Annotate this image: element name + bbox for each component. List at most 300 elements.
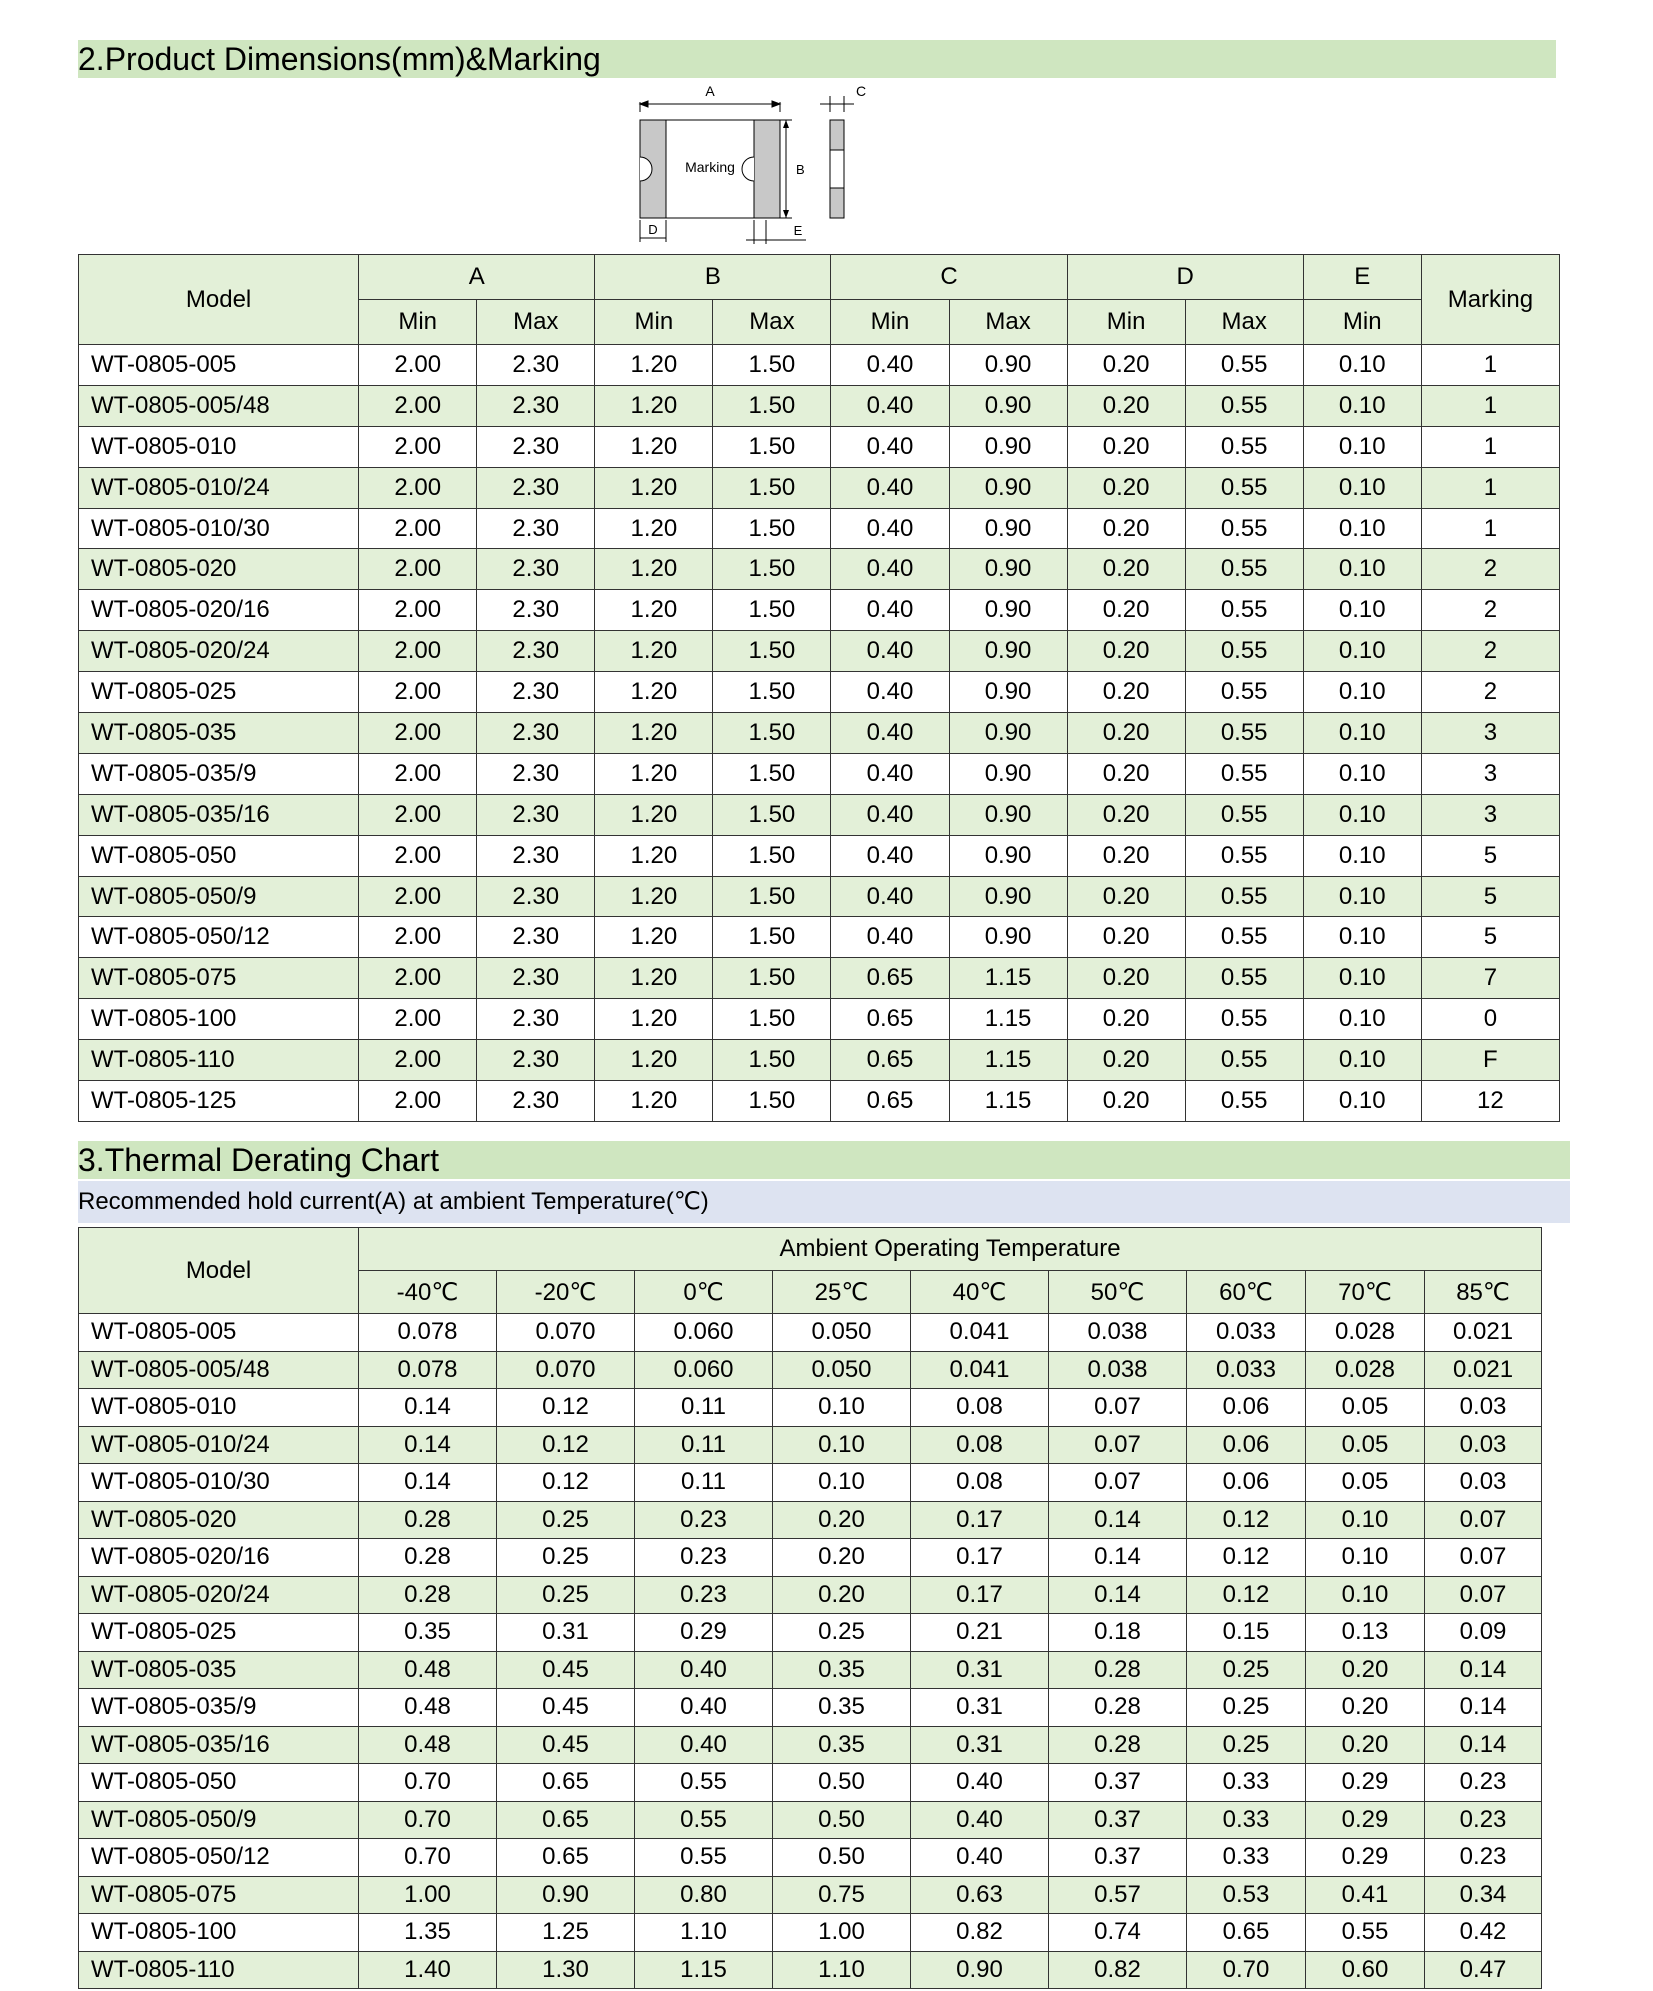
value-cell: 0.55 — [1185, 835, 1303, 876]
hold-current-cell: 0.37 — [1049, 1839, 1187, 1877]
hold-current-cell: 0.55 — [1306, 1914, 1425, 1952]
hold-current-cell: 0.55 — [635, 1764, 773, 1802]
model-cell: WT-0805-050 — [79, 835, 359, 876]
hold-current-cell: 0.70 — [359, 1764, 497, 1802]
value-cell: 1.15 — [949, 999, 1067, 1040]
value-cell: 1.50 — [713, 590, 831, 631]
marking-cell: 5 — [1421, 917, 1559, 958]
value-cell: 0.90 — [949, 753, 1067, 794]
hold-current-cell: 0.31 — [911, 1726, 1049, 1764]
value-cell: 0.40 — [831, 835, 949, 876]
value-cell: 1.50 — [713, 467, 831, 508]
hold-current-cell: 0.28 — [1049, 1651, 1187, 1689]
hold-current-cell: 0.14 — [1425, 1651, 1542, 1689]
hold-current-cell: 0.82 — [1049, 1951, 1187, 1989]
value-cell: 1.50 — [713, 1040, 831, 1081]
value-cell: 0.90 — [949, 590, 1067, 631]
value-cell: 0.90 — [949, 917, 1067, 958]
value-cell: 2.00 — [359, 1040, 477, 1081]
hold-current-cell: 0.23 — [1425, 1839, 1542, 1877]
hold-current-cell: 0.11 — [635, 1389, 773, 1427]
hold-current-cell: 0.33 — [1187, 1839, 1306, 1877]
hold-current-cell: 0.06 — [1187, 1464, 1306, 1502]
hold-current-cell: 0.55 — [635, 1839, 773, 1877]
value-cell: 1.20 — [595, 467, 713, 508]
temperature-header-cell: -20℃ — [497, 1271, 635, 1314]
hold-current-cell: 0.25 — [1187, 1726, 1306, 1764]
group-header-a: A — [359, 255, 595, 300]
group-header-d: D — [1067, 255, 1303, 300]
value-cell: 2.30 — [477, 345, 595, 386]
table-row — [79, 876, 1560, 917]
hold-current-cell: 0.48 — [359, 1726, 497, 1764]
value-cell: 0.20 — [1067, 549, 1185, 590]
value-cell: 0.20 — [1067, 999, 1185, 1040]
hold-current-cell: 0.060 — [635, 1351, 773, 1389]
model-cell: WT-0805-075 — [79, 958, 359, 999]
hold-current-cell: 0.07 — [1425, 1539, 1542, 1577]
model-cell: WT-0805-020/16 — [79, 1539, 359, 1577]
value-cell: 0.55 — [1185, 958, 1303, 999]
value-cell: 2.30 — [477, 917, 595, 958]
hold-current-cell: 0.48 — [359, 1689, 497, 1727]
hold-current-cell: 0.57 — [1049, 1876, 1187, 1914]
table-row — [79, 713, 1560, 754]
hold-current-cell: 0.35 — [359, 1614, 497, 1652]
value-cell: 0.20 — [1067, 467, 1185, 508]
value-cell: 1.20 — [595, 345, 713, 386]
marking-cell: 1 — [1421, 426, 1559, 467]
hold-current-cell: 0.041 — [911, 1351, 1049, 1389]
subheader-cell: Max — [949, 300, 1067, 345]
value-cell: 0.40 — [831, 590, 949, 631]
hold-current-cell: 0.038 — [1049, 1351, 1187, 1389]
marking-cell: 2 — [1421, 549, 1559, 590]
model-cell: WT-0805-025 — [79, 672, 359, 713]
value-cell: 0.40 — [831, 385, 949, 426]
model-cell: WT-0805-050/9 — [79, 876, 359, 917]
hold-current-cell: 0.23 — [635, 1539, 773, 1577]
hold-current-cell: 0.060 — [635, 1314, 773, 1352]
hold-current-cell: 0.10 — [773, 1464, 911, 1502]
value-cell: 1.50 — [713, 713, 831, 754]
marking-cell: 1 — [1421, 467, 1559, 508]
value-cell: 0.40 — [831, 876, 949, 917]
hold-current-cell: 0.028 — [1306, 1351, 1425, 1389]
hold-current-cell: 1.00 — [773, 1914, 911, 1952]
marking-cell: 2 — [1421, 672, 1559, 713]
value-cell: 0.90 — [949, 876, 1067, 917]
hold-current-cell: 0.14 — [359, 1389, 497, 1427]
model-cell: WT-0805-100 — [79, 1914, 359, 1952]
model-cell: WT-0805-035 — [79, 1651, 359, 1689]
value-cell: 1.50 — [713, 385, 831, 426]
value-cell: 0.40 — [831, 753, 949, 794]
hold-current-cell: 0.31 — [911, 1651, 1049, 1689]
table-row — [79, 467, 1560, 508]
value-cell: 2.00 — [359, 753, 477, 794]
hold-current-cell: 0.40 — [911, 1764, 1049, 1802]
table-row — [79, 1389, 1542, 1427]
hold-current-cell: 0.31 — [497, 1614, 635, 1652]
hold-current-cell: 0.14 — [359, 1426, 497, 1464]
hold-current-cell: 0.12 — [1187, 1539, 1306, 1577]
table-row — [79, 753, 1560, 794]
hold-current-cell: 0.45 — [497, 1689, 635, 1727]
value-cell: 1.20 — [595, 958, 713, 999]
marking-cell: 3 — [1421, 794, 1559, 835]
hold-current-cell: 0.050 — [773, 1351, 911, 1389]
hold-current-cell: 0.15 — [1187, 1614, 1306, 1652]
marking-cell: 1 — [1421, 385, 1559, 426]
hold-current-cell: 0.070 — [497, 1351, 635, 1389]
hold-current-cell: 0.70 — [359, 1801, 497, 1839]
table-row — [79, 549, 1560, 590]
value-cell: 0.40 — [831, 467, 949, 508]
value-cell: 0.10 — [1303, 549, 1421, 590]
hold-current-cell: 0.033 — [1187, 1351, 1306, 1389]
value-cell: 1.20 — [595, 590, 713, 631]
hold-current-cell: 0.23 — [635, 1501, 773, 1539]
table-row — [79, 1651, 1542, 1689]
hold-current-cell: 1.35 — [359, 1914, 497, 1952]
model-cell: WT-0805-110 — [79, 1040, 359, 1081]
marking-cell: 3 — [1421, 753, 1559, 794]
hold-current-cell: 0.25 — [1187, 1689, 1306, 1727]
value-cell: 2.30 — [477, 794, 595, 835]
hold-current-cell: 0.40 — [635, 1651, 773, 1689]
hold-current-cell: 0.33 — [1187, 1764, 1306, 1802]
value-cell: 1.20 — [595, 876, 713, 917]
temperature-header-cell: 60℃ — [1187, 1271, 1306, 1314]
value-cell: 1.50 — [713, 835, 831, 876]
hold-current-cell: 0.12 — [1187, 1501, 1306, 1539]
hold-current-cell: 1.10 — [773, 1951, 911, 1989]
table-row — [79, 1614, 1542, 1652]
value-cell: 1.20 — [595, 753, 713, 794]
value-cell: 1.20 — [595, 426, 713, 467]
hold-current-cell: 0.65 — [497, 1801, 635, 1839]
subheader-cell: Min — [831, 300, 949, 345]
value-cell: 0.10 — [1303, 345, 1421, 386]
value-cell: 1.15 — [949, 1081, 1067, 1122]
hold-current-cell: 0.29 — [1306, 1839, 1425, 1877]
hold-current-cell: 0.35 — [773, 1689, 911, 1727]
value-cell: 1.50 — [713, 631, 831, 672]
hold-current-cell: 0.12 — [497, 1389, 635, 1427]
table-row — [79, 1689, 1542, 1727]
value-cell: 2.00 — [359, 631, 477, 672]
value-cell: 2.30 — [477, 1081, 595, 1122]
value-cell: 1.20 — [595, 917, 713, 958]
temperature-header-cell: 40℃ — [911, 1271, 1049, 1314]
temperature-header-cell: 85℃ — [1425, 1271, 1542, 1314]
value-cell: 1.50 — [713, 549, 831, 590]
value-cell: 0.10 — [1303, 999, 1421, 1040]
hold-current-cell: 1.00 — [359, 1876, 497, 1914]
table-row — [79, 917, 1560, 958]
hold-current-cell: 0.033 — [1187, 1314, 1306, 1352]
hold-current-cell: 0.08 — [911, 1426, 1049, 1464]
subheader-cell: Min — [1067, 300, 1185, 345]
value-cell: 1.20 — [595, 508, 713, 549]
hold-current-cell: 0.14 — [1049, 1576, 1187, 1614]
hold-current-cell: 0.41 — [1306, 1876, 1425, 1914]
model-cell: WT-0805-025 — [79, 1614, 359, 1652]
value-cell: 0.65 — [831, 999, 949, 1040]
hold-current-cell: 0.038 — [1049, 1314, 1187, 1352]
marking-cell: 2 — [1421, 631, 1559, 672]
hold-current-cell: 0.55 — [635, 1801, 773, 1839]
value-cell: 0.90 — [949, 835, 1067, 876]
hold-current-cell: 0.12 — [497, 1426, 635, 1464]
value-cell: 1.20 — [595, 672, 713, 713]
section-3-title: 3.Thermal Derating Chart — [78, 1142, 440, 1178]
hold-current-cell: 0.74 — [1049, 1914, 1187, 1952]
value-cell: 1.20 — [595, 1081, 713, 1122]
value-cell: 0.90 — [949, 426, 1067, 467]
value-cell: 0.55 — [1185, 426, 1303, 467]
hold-current-cell: 0.078 — [359, 1314, 497, 1352]
hold-current-cell: 0.25 — [497, 1576, 635, 1614]
value-cell: 1.50 — [713, 508, 831, 549]
value-cell: 0.20 — [1067, 345, 1185, 386]
hold-current-cell: 0.23 — [1425, 1764, 1542, 1802]
hold-current-cell: 0.60 — [1306, 1951, 1425, 1989]
value-cell: 2.30 — [477, 590, 595, 631]
hold-current-cell: 0.50 — [773, 1839, 911, 1877]
table-row — [79, 590, 1560, 631]
hold-current-cell: 0.28 — [1049, 1689, 1187, 1727]
hold-current-cell: 1.15 — [635, 1951, 773, 1989]
hold-current-cell: 0.35 — [773, 1651, 911, 1689]
dimension-diagram — [630, 82, 900, 250]
label-e: E — [793, 223, 803, 238]
table-row — [79, 1914, 1542, 1952]
value-cell: 2.00 — [359, 508, 477, 549]
value-cell: 1.50 — [713, 345, 831, 386]
value-cell: 2.30 — [477, 958, 595, 999]
value-cell: 1.50 — [713, 999, 831, 1040]
hold-current-cell: 0.75 — [773, 1876, 911, 1914]
subheader-cell: Max — [1185, 300, 1303, 345]
value-cell: 0.10 — [1303, 835, 1421, 876]
label-marking: Marking — [685, 159, 735, 175]
value-cell: 0.55 — [1185, 876, 1303, 917]
hold-current-cell: 0.070 — [497, 1314, 635, 1352]
value-cell: 2.30 — [477, 999, 595, 1040]
hold-current-cell: 0.10 — [1306, 1576, 1425, 1614]
hold-current-cell: 1.30 — [497, 1951, 635, 1989]
hold-current-cell: 0.05 — [1306, 1426, 1425, 1464]
value-cell: 2.00 — [359, 713, 477, 754]
model-cell: WT-0805-005/48 — [79, 385, 359, 426]
value-cell: 0.65 — [831, 1081, 949, 1122]
derating-table — [78, 1227, 1542, 1989]
value-cell: 0.90 — [949, 467, 1067, 508]
marking-cell: 3 — [1421, 713, 1559, 754]
value-cell: 1.20 — [595, 999, 713, 1040]
hold-current-cell: 0.20 — [1306, 1689, 1425, 1727]
hold-current-cell: 0.65 — [497, 1764, 635, 1802]
hold-current-cell: 0.11 — [635, 1464, 773, 1502]
value-cell: 0.20 — [1067, 835, 1185, 876]
hold-current-cell: 0.42 — [1425, 1914, 1542, 1952]
value-cell: 0.20 — [1067, 631, 1185, 672]
value-cell: 0.65 — [831, 958, 949, 999]
section-3-subtitle: Recommended hold current(A) at ambient Temperature(℃) — [78, 1188, 709, 1215]
model-header: Model — [79, 255, 359, 345]
temperature-header-cell: 50℃ — [1049, 1271, 1187, 1314]
dimensions-table — [78, 254, 1560, 1122]
model-cell: WT-0805-035/9 — [79, 1689, 359, 1727]
hold-current-cell: 0.47 — [1425, 1951, 1542, 1989]
hold-current-cell: 0.20 — [773, 1576, 911, 1614]
marking-header: Marking — [1421, 255, 1559, 345]
hold-current-cell: 0.21 — [911, 1614, 1049, 1652]
hold-current-cell: 0.021 — [1425, 1314, 1542, 1352]
value-cell: 1.50 — [713, 876, 831, 917]
value-cell: 2.30 — [477, 631, 595, 672]
table-row — [79, 1501, 1542, 1539]
table-row — [79, 1726, 1542, 1764]
model-cell: WT-0805-020/16 — [79, 590, 359, 631]
model-cell: WT-0805-110 — [79, 1951, 359, 1989]
marking-cell: 0 — [1421, 999, 1559, 1040]
value-cell: 2.30 — [477, 467, 595, 508]
hold-current-cell: 0.10 — [773, 1426, 911, 1464]
value-cell: 0.20 — [1067, 1081, 1185, 1122]
value-cell: 0.10 — [1303, 426, 1421, 467]
value-cell: 1.20 — [595, 631, 713, 672]
model-cell: WT-0805-050/12 — [79, 917, 359, 958]
temperature-header-cell: 25℃ — [773, 1271, 911, 1314]
value-cell: 0.40 — [831, 672, 949, 713]
hold-current-cell: 0.90 — [497, 1876, 635, 1914]
value-cell: 0.55 — [1185, 590, 1303, 631]
hold-current-cell: 0.03 — [1425, 1464, 1542, 1502]
table-row — [79, 1764, 1542, 1802]
value-cell: 0.40 — [831, 426, 949, 467]
value-cell: 0.20 — [1067, 958, 1185, 999]
table-row — [79, 426, 1560, 467]
value-cell: 2.00 — [359, 876, 477, 917]
value-cell: 1.15 — [949, 958, 1067, 999]
value-cell: 2.30 — [477, 385, 595, 426]
model-cell: WT-0805-010/24 — [79, 1426, 359, 1464]
hold-current-cell: 0.14 — [359, 1464, 497, 1502]
value-cell: 0.90 — [949, 794, 1067, 835]
value-cell: 0.10 — [1303, 1040, 1421, 1081]
value-cell: 1.50 — [713, 672, 831, 713]
hold-current-cell: 0.65 — [497, 1839, 635, 1877]
hold-current-cell: 0.25 — [497, 1539, 635, 1577]
model-cell: WT-0805-010/30 — [79, 508, 359, 549]
value-cell: 1.50 — [713, 753, 831, 794]
hold-current-cell: 0.10 — [1306, 1539, 1425, 1577]
hold-current-cell: 0.07 — [1049, 1426, 1187, 1464]
hold-current-cell: 0.25 — [1187, 1651, 1306, 1689]
value-cell: 2.00 — [359, 385, 477, 426]
hold-current-cell: 0.28 — [1049, 1726, 1187, 1764]
model-cell: WT-0805-050/12 — [79, 1839, 359, 1877]
value-cell: 0.10 — [1303, 590, 1421, 631]
value-cell: 0.55 — [1185, 917, 1303, 958]
value-cell: 0.20 — [1067, 672, 1185, 713]
value-cell: 1.50 — [713, 917, 831, 958]
hold-current-cell: 0.021 — [1425, 1351, 1542, 1389]
marking-cell: 2 — [1421, 590, 1559, 631]
label-b: B — [796, 162, 805, 177]
value-cell: 0.10 — [1303, 917, 1421, 958]
value-cell: 1.20 — [595, 549, 713, 590]
hold-current-cell: 0.07 — [1425, 1576, 1542, 1614]
model-cell: WT-0805-020 — [79, 549, 359, 590]
value-cell: 0.20 — [1067, 426, 1185, 467]
hold-current-cell: 0.70 — [359, 1839, 497, 1877]
table-row — [79, 1839, 1542, 1877]
hold-current-cell: 0.20 — [1306, 1651, 1425, 1689]
value-cell: 1.50 — [713, 1081, 831, 1122]
hold-current-cell: 0.03 — [1425, 1389, 1542, 1427]
value-cell: 0.10 — [1303, 508, 1421, 549]
model-cell: WT-0805-035/9 — [79, 753, 359, 794]
value-cell: 0.10 — [1303, 631, 1421, 672]
table-row — [79, 1801, 1542, 1839]
value-cell: 0.55 — [1185, 672, 1303, 713]
value-cell: 0.10 — [1303, 876, 1421, 917]
model-cell: WT-0805-010/24 — [79, 467, 359, 508]
subheader-cell: Min — [595, 300, 713, 345]
value-cell: 0.40 — [831, 631, 949, 672]
hold-current-cell: 0.12 — [497, 1464, 635, 1502]
model-cell: WT-0805-005/48 — [79, 1351, 359, 1389]
hold-current-cell: 0.90 — [911, 1951, 1049, 1989]
value-cell: 2.30 — [477, 835, 595, 876]
table-row — [79, 1426, 1542, 1464]
subheader-cell: Min — [1303, 300, 1421, 345]
label-a: A — [705, 83, 715, 99]
value-cell: 0.20 — [1067, 590, 1185, 631]
model-cell: WT-0805-005 — [79, 345, 359, 386]
value-cell: 0.40 — [831, 508, 949, 549]
value-cell: 0.55 — [1185, 1081, 1303, 1122]
value-cell: 0.10 — [1303, 467, 1421, 508]
temperature-header-cell: -40℃ — [359, 1271, 497, 1314]
hold-current-cell: 0.12 — [1187, 1576, 1306, 1614]
value-cell: 0.40 — [831, 549, 949, 590]
hold-current-cell: 0.45 — [497, 1651, 635, 1689]
marking-cell: F — [1421, 1040, 1559, 1081]
table-row — [79, 958, 1560, 999]
hold-current-cell: 0.28 — [359, 1501, 497, 1539]
model-cell: WT-0805-035 — [79, 713, 359, 754]
value-cell: 0.55 — [1185, 549, 1303, 590]
hold-current-cell: 0.25 — [773, 1614, 911, 1652]
hold-current-cell: 0.40 — [635, 1726, 773, 1764]
value-cell: 0.55 — [1185, 631, 1303, 672]
value-cell: 2.30 — [477, 876, 595, 917]
value-cell: 0.20 — [1067, 1040, 1185, 1081]
value-cell: 0.65 — [831, 1040, 949, 1081]
subheader-cell: Min — [359, 300, 477, 345]
hold-current-cell: 0.28 — [359, 1539, 497, 1577]
hold-current-cell: 0.08 — [911, 1464, 1049, 1502]
hold-current-cell: 1.40 — [359, 1951, 497, 1989]
value-cell: 0.10 — [1303, 672, 1421, 713]
model-cell: WT-0805-020/24 — [79, 1576, 359, 1614]
value-cell: 0.20 — [1067, 917, 1185, 958]
